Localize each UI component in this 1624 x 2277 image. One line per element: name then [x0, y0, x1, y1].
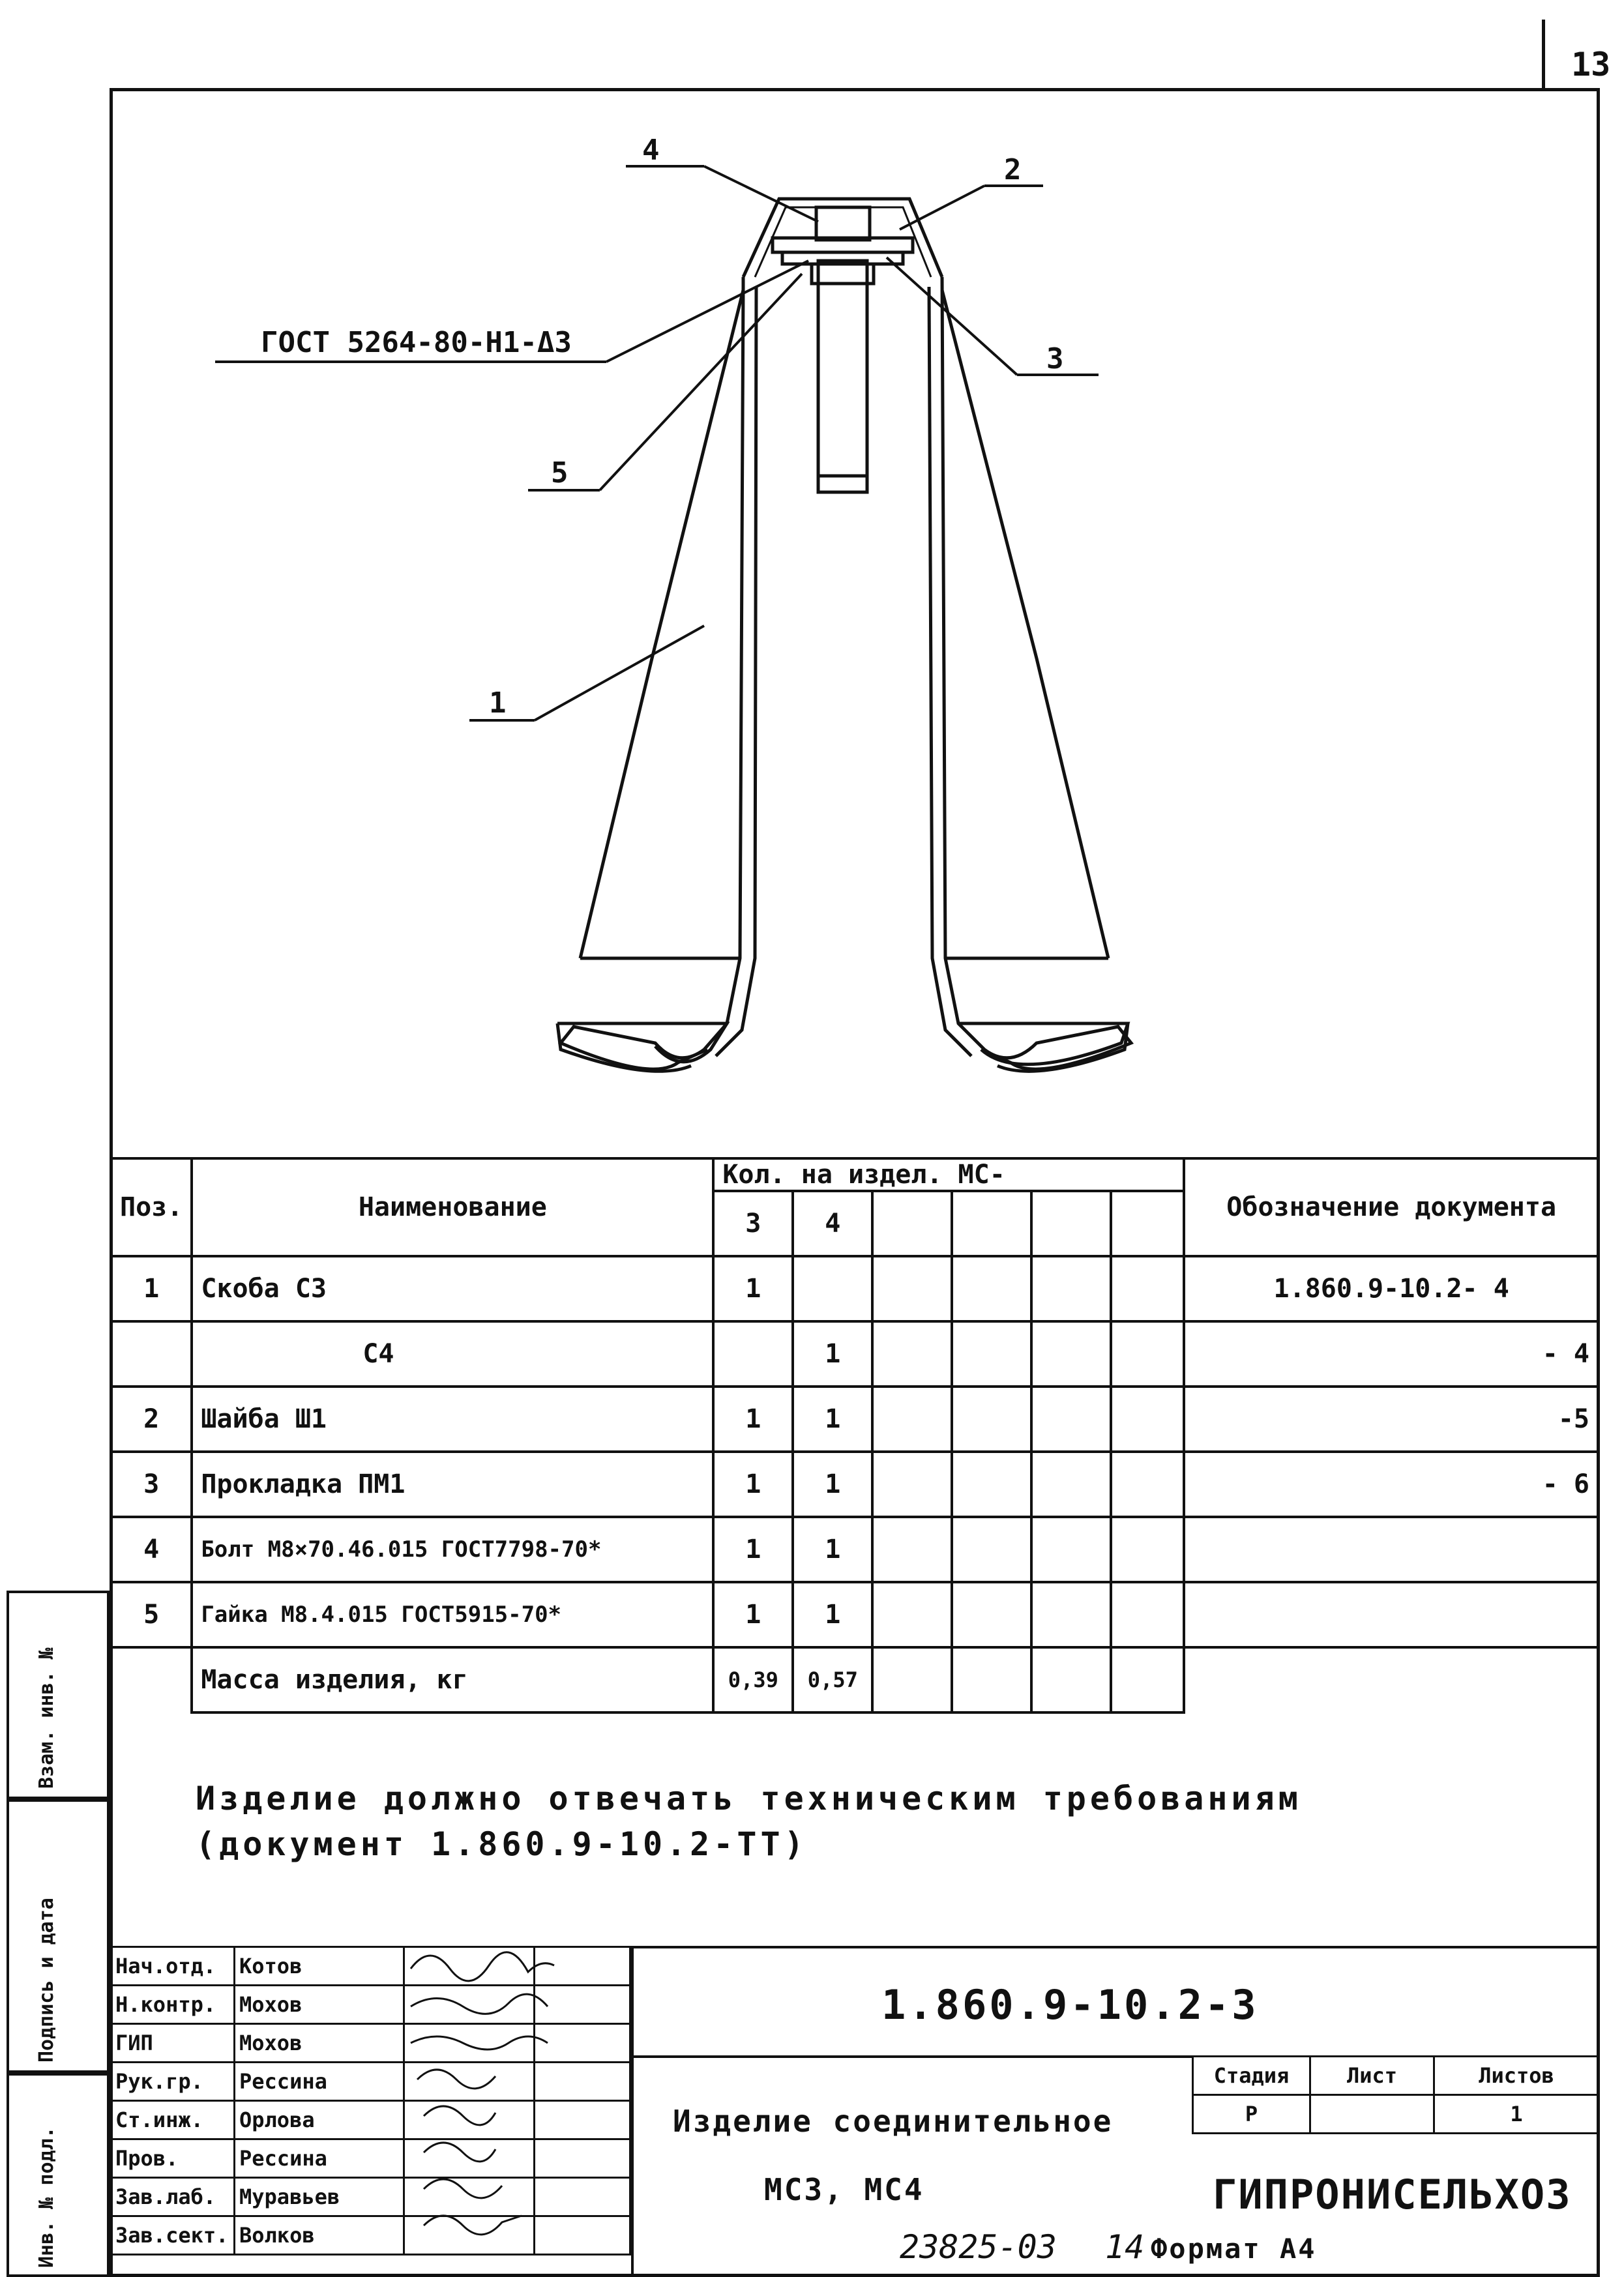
row-pos: 2: [111, 1387, 192, 1452]
signer-name: Муравьев: [235, 2178, 404, 2216]
signer-role: Рук.гр.: [111, 2063, 235, 2101]
callout-4: 4: [642, 134, 660, 167]
row-pos: 5: [111, 1582, 192, 1647]
sheet-value: [1310, 2095, 1434, 2134]
header-doc: Обозначение документа: [1184, 1158, 1599, 1256]
row-doc: -5: [1184, 1387, 1599, 1452]
row-name: Скоба С3: [192, 1256, 713, 1321]
header-qty: Кол. на издел. МС-: [713, 1158, 1184, 1191]
product-name-2: МС3, МС4: [764, 2172, 924, 2207]
side-label-vzam: Взам. инв. №: [35, 1647, 58, 1789]
note-line-1: Изделие должно отвечать техническим требованиям: [196, 1780, 1302, 1817]
note-line-2: (документ 1.860.9-10.2-ТТ): [196, 1825, 808, 1863]
row-doc: - 6: [1184, 1452, 1599, 1517]
doc-number-box: [631, 1946, 1600, 2055]
row-qty4: 1: [793, 1387, 872, 1452]
row-name: Прокладка ПМ1: [192, 1452, 713, 1517]
signer-role: Пров.: [111, 2139, 235, 2178]
mass-qty4: 0,57: [793, 1647, 872, 1712]
row-doc: - 4: [1184, 1321, 1599, 1387]
row-qty4: 1: [793, 1582, 872, 1647]
signer-name: Орлова: [235, 2101, 404, 2139]
callout-5: 5: [551, 456, 568, 490]
page-number: 13: [1571, 46, 1611, 83]
header-qty-3: 3: [713, 1191, 793, 1256]
signer-role: Нач.отд.: [111, 1947, 235, 1986]
header-name: Наименование: [192, 1158, 713, 1256]
callout-2: 2: [1004, 153, 1022, 186]
signer-name: Мохов: [235, 2024, 404, 2063]
signer-role: Н.контр.: [111, 1986, 235, 2024]
signer-name: Рессина: [235, 2139, 404, 2178]
header-qty-4: 4: [793, 1191, 872, 1256]
row-qty4: 1: [793, 1321, 872, 1387]
stage-label: Стадия: [1193, 2057, 1310, 2095]
row-qty3: 1: [713, 1452, 793, 1517]
signer-role: Зав.сект.: [111, 2216, 235, 2255]
organization: ГИПРОНИСЕЛЬХОЗ: [1213, 2171, 1572, 2218]
side-label-podpis: Подпись и дата: [35, 1898, 58, 2063]
signer-role: Зав.лаб.: [111, 2178, 235, 2216]
signer-role: Ст.инж.: [111, 2101, 235, 2139]
row-name: Гайка М8.4.015 ГОСТ5915-70*: [192, 1582, 713, 1647]
row-pos: 1: [111, 1256, 192, 1321]
row-qty3: 1: [713, 1517, 793, 1582]
row-pos: 3: [111, 1452, 192, 1517]
signer-name: Рессина: [235, 2063, 404, 2101]
callout-1: 1: [489, 686, 507, 720]
doc-number: 1.860.9-10.2-3: [881, 1981, 1259, 2029]
stage-table: [1192, 2055, 1600, 2134]
archive-number: 23825-03: [900, 2228, 1057, 2266]
product-name-1: Изделие соединительное: [673, 2104, 1114, 2139]
callout-3: 3: [1046, 342, 1064, 375]
mass-qty3: 0,39: [713, 1647, 793, 1712]
row-pos: 4: [111, 1517, 192, 1582]
sheets-label: Листов: [1434, 2057, 1599, 2095]
row-name: С4: [192, 1321, 713, 1387]
callout-weld-gost: ГОСТ 5264-80-Н1-Δ3: [261, 326, 572, 359]
signer-name: Котов: [235, 1947, 404, 1986]
sheets-value: 1: [1434, 2095, 1599, 2134]
signer-name: Мохов: [235, 1986, 404, 2024]
header-pos: Поз.: [111, 1158, 192, 1256]
row-qty4: 1: [793, 1517, 872, 1582]
row-qty3: 1: [713, 1387, 793, 1452]
signer-role: ГИП: [111, 2024, 235, 2063]
row-qty3: 1: [713, 1256, 793, 1321]
sheet-hand-number: 14: [1105, 2228, 1145, 2266]
stage-value: Р: [1193, 2095, 1310, 2134]
row-qty3: 1: [713, 1582, 793, 1647]
row-name: Шайба Ш1: [192, 1387, 713, 1452]
mass-label: Масса изделия, кг: [192, 1647, 713, 1712]
row-qty4: 1: [793, 1452, 872, 1517]
sheet-label: Лист: [1310, 2057, 1434, 2095]
row-name: Болт М8×70.46.015 ГОСТ7798-70*: [192, 1517, 713, 1582]
row-doc: 1.860.9-10.2- 4: [1184, 1256, 1599, 1321]
format-label: Формат А4: [1151, 2233, 1317, 2265]
side-label-inv: Инв. № подл.: [35, 2126, 58, 2268]
signer-name: Волков: [235, 2216, 404, 2255]
